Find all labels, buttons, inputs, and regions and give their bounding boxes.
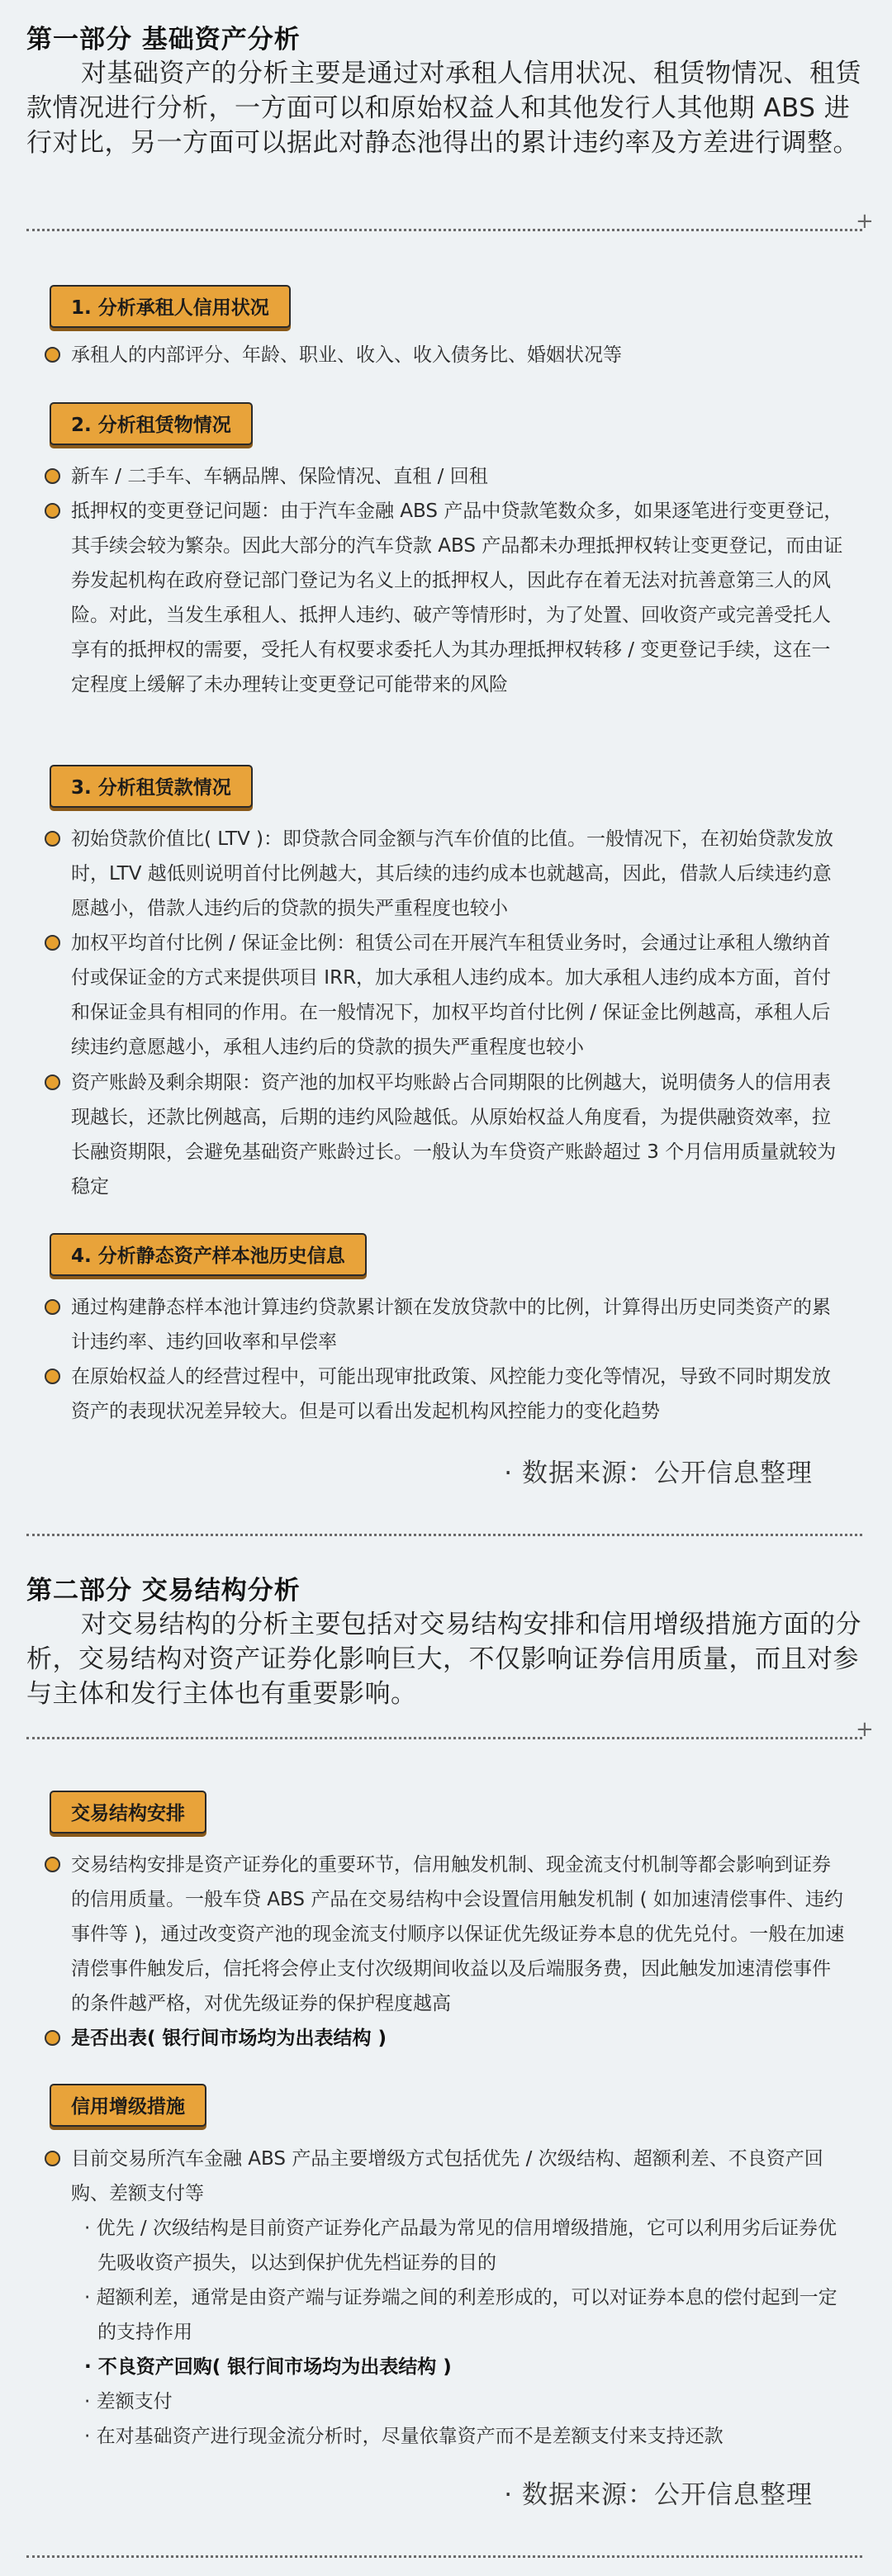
bullet-dot-icon (45, 935, 60, 951)
bullet-dot-icon (45, 503, 60, 519)
bullet-text: 交易结构安排是资产证券化的重要环节，信用触发机制、现金流支付机制等都会影响到证券的信用质量。一般车贷 ABS 产品在交易结构中会设置信用触发机制 ( 如加速清偿事件、违约事件等 )，通过改变资产池的现金流支付顺序以保证优先级证券本息的优先兑付。一般在加速清偿事件触发后，信托将会停止支付次级期间收益以及后端服务费，因此触发加速清偿事件的条件越严格，对优先级证券的保护程度越高 (71, 1854, 845, 2014)
part1-divider-top (26, 229, 862, 231)
bullet-dot-icon (45, 1857, 60, 1872)
bullet-text: 资产账龄及剩余期限：资产池的加权平均账龄占合同期限的比例越大，说明债务人的信用表现越长，还款比例越高，后期的违约风险越低。从原始权益人角度看，为提供融资效率，拉长融资期限，会避免基础资产账龄过长。一般认为车贷资产账龄超过 3 个月信用质量就较为稳定 (71, 1072, 837, 1198)
part2-divider-bottom (26, 2555, 862, 2558)
list-item (45, 338, 846, 372)
part1-plus-icon: + (856, 209, 874, 234)
list-item (45, 1848, 846, 2021)
part2-title: 第二部分 交易结构分析 (26, 1576, 301, 1606)
part2-plus-icon: + (856, 1717, 874, 1742)
bullet-dot-icon (45, 2030, 60, 2046)
sub-item: · 不良资产回购( 银行间市场均为出表结构 ) (84, 2356, 452, 2378)
bullet-text: 初始贷款价值比( LTV )：即贷款合同金额与汽车价值的比值。一般情况下，在初始贷款发放时，LTV 越低则说明首付比例越大，其后续的违约成本也就越高，因此，借款人后续违约意愿越小，借款人违约后的贷款的损失严重程度也较小 (71, 828, 833, 919)
tag-credit-enhancement: 信用增级措施 (50, 2084, 206, 2127)
list-item (45, 1359, 846, 1429)
list-item (45, 459, 846, 494)
bullet-dot-icon (45, 1299, 60, 1315)
sub-item: · 优先 / 次级结构是目前资产证券化产品最为常见的信用增级措施，它可以利用劣后证券优先吸收资产损失，以达到保护优先档证券的目的 (84, 2218, 837, 2274)
tag-credit-status: 1. 分析承租人信用状况 (50, 285, 291, 328)
part1-divider-bottom (26, 1534, 862, 1536)
list-item (45, 2142, 846, 2211)
tag-static-pool: 4. 分析静态资产样本池历史信息 (50, 1233, 367, 1276)
list-item (45, 2021, 846, 2056)
part1-intro: 对基础资产的分析主要是通过对承租人信用状况、租赁物情况、租赁款情况进行分析，一方面可以和原始权益人和其他发行人其他期 ABS 进行对比，另一方面可以据此对静态池得出的累计违约率及方差进行调整。 (26, 59, 861, 158)
sub-item: · 超额利差，通常是由资产端与证券端之间的利差形成的，可以对证券本息的偿付起到一定的支持作用 (84, 2287, 837, 2343)
part2-divider-top (26, 1737, 862, 1739)
bullet-text: 通过构建静态样本池计算违约贷款累计额在发放贷款中的比例，计算得出历史同类资产的累计违约率、违约回收率和早偿率 (71, 1297, 831, 1353)
part1-source: · 数据来源：公开信息整理 (504, 1459, 813, 1488)
list-item (45, 1290, 846, 1359)
bullet-dot-icon (45, 1369, 60, 1384)
bullet-text: 在原始权益人的经营过程中，可能出现审批政策、风控能力变化等情况，导致不同时期发放资产的表现状况差异较大。但是可以看出发起机构风控能力的变化趋势 (71, 1366, 831, 1422)
list-item (45, 1065, 846, 1204)
tag-lease-payment: 3. 分析租赁款情况 (50, 765, 253, 808)
part2-intro: 对交易结构的分析主要包括对交易结构安排和信用增级措施方面的分析，交易结构对资产证券化影响巨大，不仅影响证券信用质量，而且对参与主体和发行主体也有重要影响。 (26, 1610, 861, 1709)
bullet-dot-icon (45, 2151, 60, 2166)
bullet-dot-icon (45, 831, 60, 847)
bullet-text: 加权平均首付比例 / 保证金比例：租赁公司在开展汽车租赁业务时，会通过让承租人缴纳首付或保证金的方式来提供项目 IRR，加大承租人违约成本。加大承租人违约成本方面，首付和保证金具有相同的作用。在一般情况下，加权平均首付比例 / 保证金比例越高，承租人后续违约意愿越小，承租人违约后的贷款的损失严重程度也较小 (71, 932, 832, 1058)
bullet-text: 承租人的内部评分、年龄、职业、收入、收入债务比、婚姻状况等 (71, 344, 622, 366)
sub-item: · 差额支付 (84, 2391, 173, 2412)
list-item (45, 822, 846, 926)
tag-transaction-structure: 交易结构安排 (50, 1791, 206, 1834)
bullet-dot-icon (45, 468, 60, 484)
bullet-text: 目前交易所汽车金融 ABS 产品主要增级方式包括优先 / 次级结构、超额利差、不良资产回购、差额支付等 (71, 2148, 823, 2204)
bullet-text: 是否出表( 银行间市场均为出表结构 ) (71, 2028, 387, 2049)
list-item (45, 926, 846, 1065)
bullet-dot-icon (45, 1075, 60, 1090)
bullet-text: 新车 / 二手车、车辆品牌、保险情况、直租 / 回租 (71, 466, 488, 487)
bullet-dot-icon (45, 347, 60, 363)
part1-title: 第一部分 基础资产分析 (26, 25, 301, 55)
bullet-text: 抵押权的变更登记问题：由于汽车金融 ABS 产品中贷款笔数众多，如果逐笔进行变更登记，其手续会较为繁杂。因此大部分的汽车贷款 ABS 产品都未办理抵押权转让变更登记，而由证券发起机构在政府登记部门登记为名义上的抵押权人，因此存在着无法对抗善意第三人的风险。对此，当发生承租人、抵押人违约、破产等情形时，为了处置、回收资产或完善受托人享有的抵押权的需要，受托人有权要求委托人为其办理抵押权转移 / 变更登记手续，这在一定程度上缓解了未办理转让变更登记可能带来的风险 (71, 500, 843, 695)
tag-lease-asset: 2. 分析租赁物情况 (50, 402, 253, 445)
sub-item: · 在对基础资产进行现金流分析时，尽量依靠资产而不是差额支付来支持还款 (84, 2426, 724, 2447)
list-item (45, 494, 846, 702)
part2-source: · 数据来源：公开信息整理 (504, 2480, 813, 2510)
